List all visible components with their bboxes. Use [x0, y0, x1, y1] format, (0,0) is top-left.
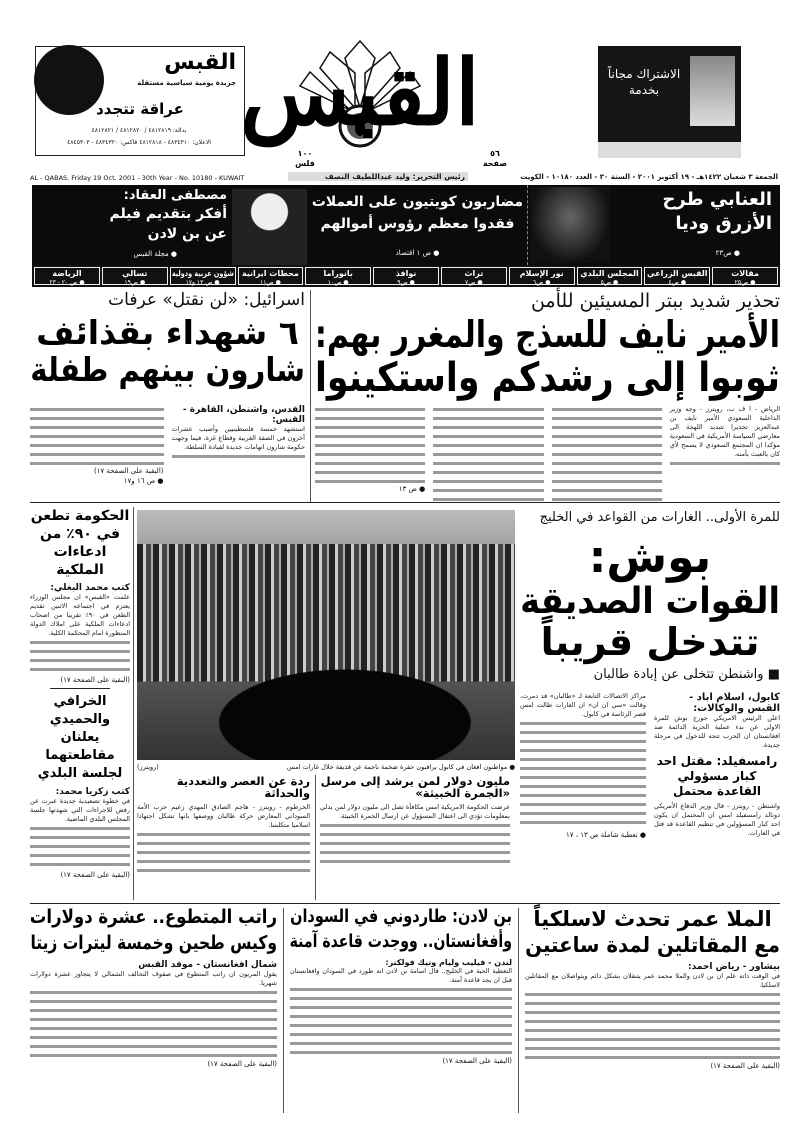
section-label: شؤون عربية ودولية [171, 269, 234, 278]
paragraph: مراكز الاتصالات التابعة لـ «طالبان» قد دمرت، وقالت «سي ان ان» ان الغارات طالت امس قصر الرئاسة في كابول. [520, 692, 646, 718]
bottom-row [30, 908, 780, 1113]
paragraph: التغطية الحية في الخليج.. قال اسامة بن لادن انه طورد في السودان وافغانستان قبل ان يجد قاعدة آمنة. [290, 966, 512, 984]
promo-ref: ● ص٢٣ [715, 249, 740, 257]
promo-title: الأزرق وديا [675, 213, 772, 234]
text-lines [433, 405, 543, 501]
divider [133, 507, 134, 900]
section-label: مقالات [731, 269, 759, 278]
anthrax-story [320, 775, 510, 866]
byline: بيشاور - رياض احمد: [688, 962, 780, 973]
bush-subhead [520, 667, 780, 682]
promo-title: فقدوا معظم رؤوس أموالهم [320, 216, 515, 232]
headline-line: وكيس طحين وخمسة ليترات زيتا [30, 931, 278, 954]
text-column [520, 692, 646, 900]
govt-appeal-headline: الحكومة تطعن في ٩٠٪ من ادعاءات الملكية [30, 508, 130, 578]
promo-title: عن بن لادن [147, 226, 227, 242]
lead-text [315, 405, 780, 501]
section-link-4[interactable] [441, 267, 507, 285]
israel-headline-2: شارون بينهم طفلة [30, 349, 306, 389]
bush-headline-3: تتدخل قريباً [540, 619, 760, 664]
caption-text: ● مواطنون افغان في كابول يراقبون حفرة ضخمة ناجمة عن قذيفة خلال غارات امس [286, 763, 515, 771]
continued-ref: (البقية على الصفحة ١٧) [442, 1056, 512, 1065]
slogan: عراقة تتجدد [96, 100, 184, 118]
headline-line: وأفغانستان.. ووجدت قاعدة آمنة [289, 930, 512, 952]
section-page: ● ص٥ [600, 279, 619, 286]
bush-text [520, 692, 780, 900]
section-label: تراث [464, 269, 484, 278]
dateline-ar: الجمعة ٣ شعبان ١٤٢٢هـ - ١٩ أكتوبر ٢٠٠١ - السنة ٣٠ - العدد ١٠١٨٠ - الكويت [520, 173, 778, 181]
lead-headline-2: ثوبوا إلى رشدكم واستكينوا [314, 354, 780, 401]
section-page: ● ص٦ [532, 279, 551, 286]
section-link-10[interactable] [34, 267, 100, 285]
promo-akkad[interactable] [32, 185, 307, 265]
byline: لندن - فيليب وليام ونيك فولكنز: [385, 957, 512, 967]
phones: بدالة: ٤٨١٢٨١٩ / ٤٨١٢٨٢٠ / ٤٨١٢٨٢١ [91, 127, 187, 134]
section-label: الرياضة [52, 269, 82, 278]
text-column [670, 405, 780, 501]
section-label: محطات ايرانية [241, 269, 299, 278]
price [290, 149, 320, 169]
bush-headline-2: القوات الصديقة [520, 581, 780, 623]
promo-sports[interactable] [530, 185, 780, 265]
ads-phones: الاعلان: ٤٨٣٤٣١٠ - ٤٨١٢٨١٨ فاكس: ٤٨٣٤٣٢٠ - ٤٨٤٥٣٠٣ [67, 139, 211, 146]
paragraph: يقول المريون ان راتب المتطوع في صفوف التحالف الشمالي لا يتجاوز عشرة دولارات شهريا. [30, 969, 277, 987]
promo-title: مصطفى العقاد: [123, 188, 227, 203]
editor-in-chief: رئيس التحرير: وليد عبداللطيف النصف [288, 172, 468, 181]
text-column [315, 405, 425, 501]
text-lines [670, 459, 780, 471]
section-link-6[interactable] [305, 267, 371, 285]
byline: كابول، اسلام اباد - القبس والوكالات: [689, 692, 780, 714]
promo-economy[interactable] [308, 185, 528, 265]
headline-line: مع المقاتلين لمدة ساعتين [525, 933, 780, 958]
section-label: نور الإسلام [519, 269, 564, 278]
text-lines [520, 719, 646, 829]
byline: القدس، واشنطن، القاهرة - القبس: [182, 405, 305, 425]
tagline: جريدة يومية سياسية مستقلة [137, 79, 236, 87]
text-lines [552, 405, 662, 501]
section-label: القبس الزراعي [647, 269, 708, 278]
section-label: بانوراما [323, 269, 353, 278]
pages-unit: صفحة [482, 159, 508, 168]
section-page: ● ص١٠ [327, 279, 349, 286]
rumsfeld-headline: رامسفيلد: مقتل احد كبار مسؤولي القاعدة محتمل [656, 754, 778, 798]
small-logo: القبس [164, 50, 236, 75]
pages-value: ٥٦ [490, 149, 500, 158]
continued-ref: (البقية على الصفحة ١٧) [60, 676, 130, 684]
paragraph: عرضت الحكومة الامريكية امس مكافأة تصل الى مليون دولار لمن يدلي بمعلومات تؤدي الى اعتقال المسؤول عن ارسال الجمرة الخبيثة. [320, 803, 510, 821]
bush-kicker: للمرة الأولى.. الغارات من القواعد في الخليج [539, 510, 780, 525]
promo-ref: ● ص ١ اقتصاد [395, 249, 440, 257]
ad-strip [598, 142, 741, 158]
promo-title: مضاربون كويتيون على العملات [311, 194, 523, 210]
israel-story [30, 290, 305, 387]
price-value: ١٠٠ [297, 149, 313, 158]
paragraph: اعلن الرئيس الامريكي جورج بوش للمرة الاولى عن بدء عملية الحرية الدائمة ضد افغانستان ان الحرب تتجه للدخول في مرحلة جديدة. [654, 714, 780, 749]
newspaper-logo [150, 38, 570, 148]
section-link-9[interactable] [102, 267, 168, 285]
section-link-1[interactable] [644, 267, 710, 285]
text-lines [30, 405, 164, 465]
headline-line: الملا عمر تحدث لاسلكياً [533, 907, 772, 931]
lead-story [315, 290, 780, 399]
price-unit: فلس [295, 159, 315, 168]
lead-kicker: تحذير شديد ببتر المسيئين للأمن [530, 290, 780, 312]
subscription-ad [598, 46, 741, 158]
byline: كتب زكريا محمد: [55, 787, 130, 797]
continued-ref: ● ص ١٣ [398, 485, 426, 493]
text-lines [172, 452, 306, 464]
text-lines [320, 821, 510, 866]
page-count [480, 149, 510, 169]
text-column [30, 405, 164, 501]
ad-image [690, 56, 735, 126]
section-page: ● ص٢٥ [734, 279, 756, 286]
text-lines [30, 638, 130, 674]
page-ref: ● ص ١٦ و١٧ [123, 477, 164, 485]
square-bullet-icon: ■ [763, 666, 780, 682]
akkad-photo [232, 189, 307, 265]
byline: كتب محمد البغلي: [50, 583, 130, 593]
paragraph: واشنطن - رويترز - قال وزير الدفاع الأمريكي دونالد رامسفيلد امس ان المحتمل ان يكون احد كبار المسؤولين في تنظيم القاعدة قد قتل في الغارات. [654, 802, 780, 837]
divider [30, 502, 780, 503]
footballer-photo [530, 187, 610, 263]
dateline-en: AL - QABAS, Friday 19 Oct. 2001 - 30th Year - No. 10180 - KUWAIT [30, 174, 245, 182]
ad-text: الاشتراك مجاناً بخدمة [607, 67, 681, 97]
subhead-text: واشنطن تتخلى عن إبادة طالبان [593, 666, 764, 682]
paragraph: في الوقت ذاته علم ان بن لادن والملا محمد عمر يتنقلان بشكل دائم ويتواصلان مع المقاتلين لاسلكيا. [525, 972, 780, 990]
bush-story [520, 510, 780, 682]
section-page: ● ص٧ [465, 279, 483, 286]
section-link-3[interactable] [509, 267, 575, 285]
divider [50, 688, 110, 689]
section-page: ● ص ١٣ و١٧ [185, 279, 220, 286]
continued-ref: (البقية على الصفحة ١٧) [93, 467, 164, 475]
section-page: ● ص١٩ [124, 279, 146, 286]
divider [30, 903, 780, 904]
divider [310, 290, 311, 502]
mullah-omar-story [518, 908, 780, 1113]
lead-paragraph: الرياض - ا ف ب، رويترز - وجه وزير الداخلية السعودي الأمير نايف بن عبدالعزيز تحذيرا شديد اللهجة الى معارضي السياسة الأمريكية في السعودية مؤكدا ان المجتمع السعودي لا يسمح لأي كان بالعبث بأمنه. [669, 405, 780, 458]
byline: شمال افغانستان - موفد القبس [138, 959, 277, 970]
mahdi-story [137, 775, 310, 875]
promo-banner [32, 185, 780, 265]
text-column [172, 405, 306, 501]
israel-kicker: اسرائيل: «لن نقتل» عرفات [108, 290, 305, 310]
section-link-2[interactable] [577, 267, 643, 285]
anthrax-headline: مليون دولار لمن يرشد إلى مرسل «الجمرة الخبيثة» [320, 774, 510, 801]
logo-text: القبس [240, 40, 480, 146]
section-page: ● ص٩ [397, 279, 415, 286]
continued-ref: (البقية على الصفحة ١٧) [207, 1059, 277, 1068]
paragraph: الخرطوم - رويترز - هاجم الصادق المهدي زعيم حزب الأمة السوداني المعارض حركة طالبان ووصفها بانها تشكل اجتهادا اسلاميا متكلسا. [137, 803, 310, 830]
promo-ref: ● مجلة القبس [133, 250, 177, 258]
section-page: ● ص١١ [259, 279, 281, 286]
headline-line: بن لادن: طاردوني في السودان [290, 906, 512, 927]
divider [315, 775, 316, 900]
section-page: ● ص٤ [668, 279, 687, 286]
section-label: المجلس البلدي [580, 269, 639, 278]
section-link-8[interactable] [170, 267, 236, 285]
lead-headline-1: الأمير نايف للسذج والمغرر بهم: [314, 313, 780, 356]
coverage-ref: ● تغطية شاملة ص ١٣ ، ١٧ [565, 831, 646, 839]
bin-laden-story [283, 908, 518, 1113]
photo-credit: (رويترز) [137, 763, 159, 771]
text-lines [137, 830, 310, 875]
promo-title: أفكر بتقديم فيلم [109, 206, 227, 222]
israel-paragraph: استشهد خمسة فلسطينيين وأصيب عشرات آخرون في الضفة الغربية وقطاع غزة، فيما وجهت حكومة شارون اتهامات جديدة لقيادة السلطة. [171, 425, 305, 451]
text-lines [30, 824, 130, 869]
continued-ref: (البقية على الصفحة ١٧) [60, 871, 130, 879]
promo-title: العنابي طرح [662, 189, 772, 210]
mahdi-headline: ردة عن العصر والتعددية والحداثة [176, 774, 310, 801]
israel-headline-1: ٦ شهداء بقذائف [36, 313, 299, 352]
text-lines [30, 988, 277, 1058]
section-link-5[interactable] [373, 267, 439, 285]
headline-line: راتب المتطوع.. عشرة دولارات [29, 906, 277, 928]
section-link-7[interactable] [238, 267, 304, 285]
section-page: ● ص ٢٠ - ٢٣ [49, 279, 85, 286]
section-label: تسالي [122, 269, 148, 278]
text-lines [290, 985, 512, 1055]
paragraph: علمت «القبس» ان مجلس الوزراء يعتزم في اجتماعه الاثنين تقديم الطعن في ٩٠٪ تقريبا من اصحاب ادعاءات الملكية على املاك الدولة المنظورة امام المحكمة الكلية. [30, 593, 130, 637]
left-column [30, 507, 130, 879]
volunteer-salary-story [30, 908, 283, 1113]
text-lines [525, 990, 780, 1060]
photo-caption [137, 763, 515, 771]
text-column [654, 692, 780, 900]
section-index [32, 265, 780, 287]
section-label: نوافذ [395, 269, 417, 278]
paragraph: في خطوة تصعيدية جديدة عبرت عن رفض للاجراءات التي شهدتها جلسة المجلس البلدي الماضية. [30, 797, 130, 823]
kabul-crater-photo [137, 510, 515, 760]
bush-headline-1: بوش: [588, 532, 712, 583]
israel-text [30, 405, 305, 501]
text-lines [315, 405, 425, 483]
section-link-0[interactable] [712, 267, 778, 285]
municipal-headline: الخرافي والحميدي يعلنان مقاطعتهما لجلسة البلدي [37, 694, 123, 781]
continued-ref: (البقية على الصفحة ١٧) [710, 1062, 780, 1071]
